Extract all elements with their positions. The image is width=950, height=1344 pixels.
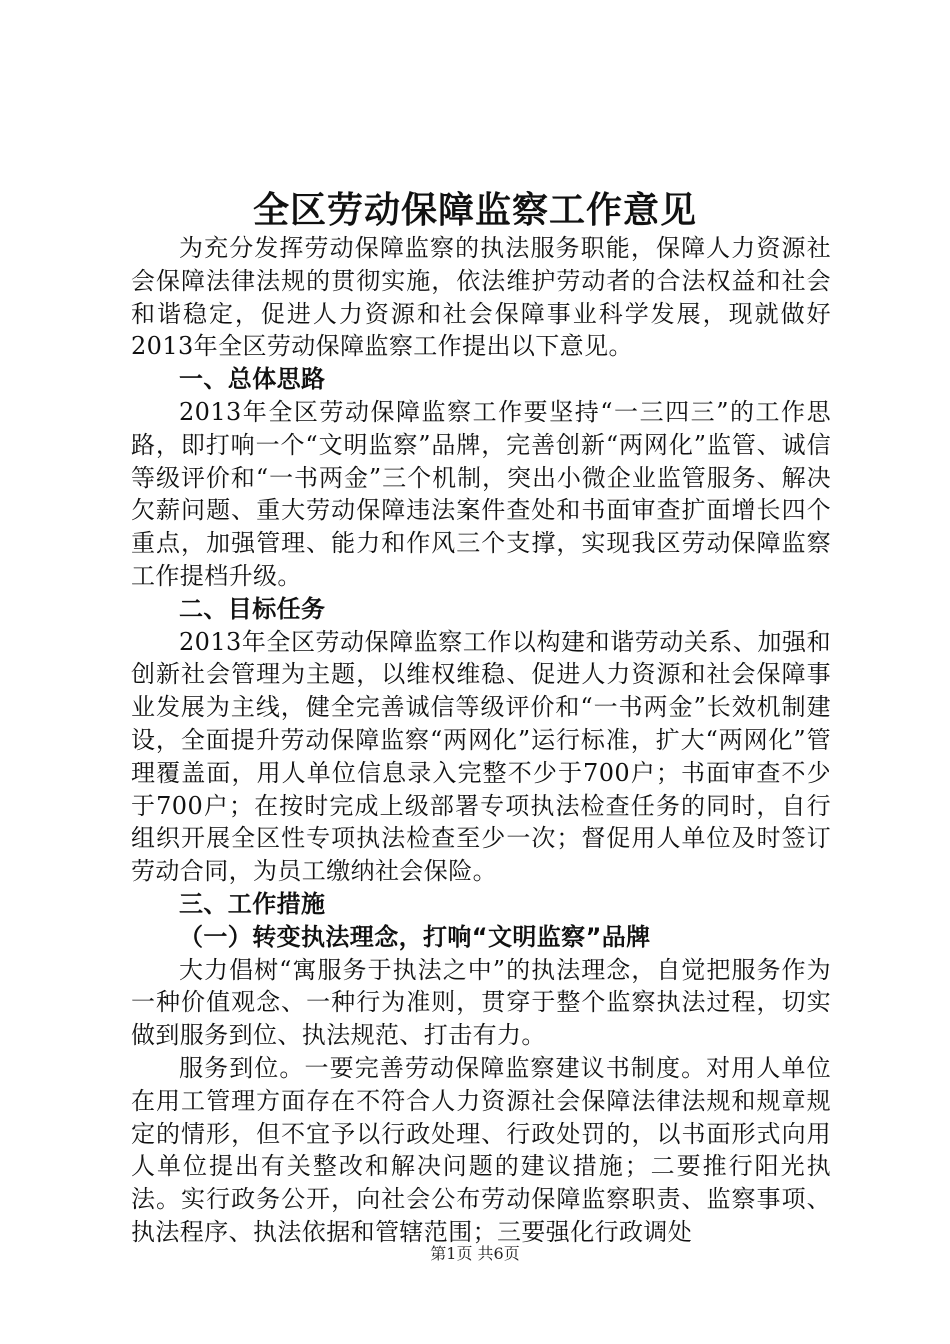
subsection-heading-1: （一）转变执法理念，打响“文明监察”品牌 xyxy=(179,922,651,951)
measures-paragraph-2: 服务到位。一要完善劳动保障监察建议书制度。对用人单位在用工管理方面存在不符合人力资源社会保障法律法规和规章规定的情形，但不宜予以行政处理、行政处罚的，以书面形式向用人单位提出有关整改和解决问题的建议措施；二要推行阳光执法。实行政务公开，向社会公布劳动保障监察职责、监察事项、执法程序、执法依据和管辖范围；三要强化行政调处 xyxy=(131,1053,831,1246)
section-heading-overall-approach: 一、总体思路 xyxy=(179,365,326,394)
document-title: 全区劳动保障监察工作意见 xyxy=(252,189,697,231)
page-number-footer: 第1页 共6页 xyxy=(430,1244,520,1263)
goals-paragraph: 2013年全区劳动保障监察工作以构建和谐劳动关系、加强和创新社会管理为主题，以维权维稳、促进人力资源和社会保障事业发展为主线，健全完善诚信等级评价和“一书两金”长效机制建设，全面提升劳动保障监察“两网化”运行标准，扩大“两网化”管理覆盖面，用人单位信息录入完整不少于700户；书面审查不少于700户；在按时完成上级部署专项执法检查任务的同时，自行组织开展全区性专项执法检查至少一次；督促用人单位及时签订劳动合同，为员工缴纳社会保险。 xyxy=(131,627,831,886)
document-body xyxy=(131,232,831,1249)
overall-approach-paragraph: 2013年全区劳动保障监察工作要坚持“一三四三”的工作思路，即打响一个“文明监察”品牌，完善创新“两网化”监管、诚信等级评价和“一书两金”三个机制，突出小微企业监管服务、解决欠薪问题、重大劳动保障违法案件查处和书面审查扩面增长四个重点，加强管理、能力和作风三个支撑，实现我区劳动保障监察工作提档升级。 xyxy=(131,397,831,590)
measures-paragraph-1: 大力倡树“寓服务于执法之中”的执法理念，自觉把服务作为一种价值观念、一种行为准则，贯穿于整个监察执法过程，切实做到服务到位、执法规范、打击有力。 xyxy=(131,955,831,1050)
section-heading-goals: 二、目标任务 xyxy=(179,594,326,623)
intro-paragraph: 为充分发挥劳动保障监察的执法服务职能，保障人力资源社会保障法律法规的贯彻实施，依法维护劳动者的合法权益和社会和谐稳定，促进人力资源和社会保障事业科学发展，现就做好2013年全区劳动保障监察工作提出以下意见。 xyxy=(131,234,831,361)
section-heading-measures: 三、工作措施 xyxy=(179,889,326,918)
